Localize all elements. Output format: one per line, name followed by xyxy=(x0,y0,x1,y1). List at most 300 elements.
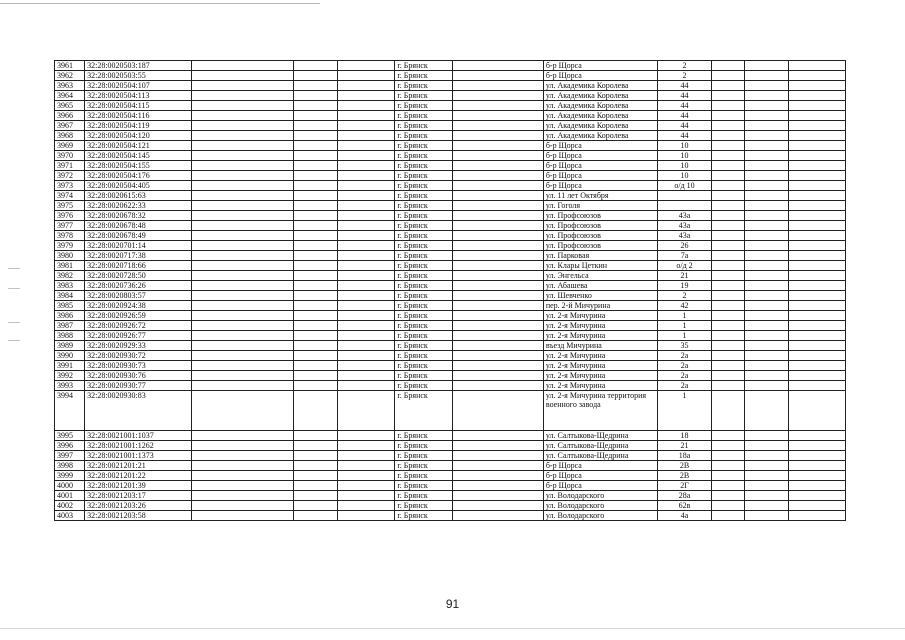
empty-cell xyxy=(192,461,294,471)
cadastral-number-cell: 32:28:0020504:176 xyxy=(85,171,192,181)
city-cell: г. Брянск xyxy=(395,121,452,131)
empty-cell xyxy=(338,341,395,351)
empty-cell xyxy=(293,211,338,221)
empty-cell xyxy=(192,471,294,481)
cadastral-number-cell: 32:28:0021201:39 xyxy=(85,481,192,491)
house-number-cell: 62в xyxy=(658,501,712,511)
house-number-cell: 44 xyxy=(658,101,712,111)
empty-cell xyxy=(452,291,543,301)
empty-cell xyxy=(293,241,338,251)
city-cell: г. Брянск xyxy=(395,481,452,491)
row-number-cell: 4002 xyxy=(55,501,85,511)
city-cell: г. Брянск xyxy=(395,291,452,301)
city-cell: г. Брянск xyxy=(395,231,452,241)
empty-cell xyxy=(745,381,789,391)
table-row xyxy=(55,261,846,271)
empty-cell xyxy=(192,501,294,511)
empty-cell xyxy=(745,331,789,341)
empty-cell xyxy=(192,151,294,161)
empty-cell xyxy=(745,391,789,431)
empty-cell xyxy=(293,301,338,311)
scan-margin-mark xyxy=(8,340,20,341)
street-cell: б-р Щорса xyxy=(543,161,657,171)
table-row xyxy=(55,491,846,501)
empty-cell xyxy=(452,141,543,151)
empty-cell xyxy=(192,241,294,251)
empty-cell xyxy=(452,241,543,251)
empty-cell xyxy=(711,361,744,371)
empty-cell xyxy=(192,281,294,291)
empty-cell xyxy=(452,191,543,201)
house-number-cell: 2В xyxy=(658,471,712,481)
city-cell: г. Брянск xyxy=(395,141,452,151)
empty-cell xyxy=(745,231,789,241)
table-row xyxy=(55,151,846,161)
empty-cell xyxy=(452,211,543,221)
cadastral-number-cell: 32:28:0020622:33 xyxy=(85,201,192,211)
row-number-cell: 3988 xyxy=(55,331,85,341)
cadastral-number-cell: 32:28:0020803:57 xyxy=(85,291,192,301)
house-number-cell: 1 xyxy=(658,331,712,341)
house-number-cell: 2Г xyxy=(658,481,712,491)
city-cell: г. Брянск xyxy=(395,281,452,291)
empty-cell xyxy=(745,81,789,91)
empty-cell xyxy=(293,331,338,341)
empty-cell xyxy=(452,431,543,441)
table-row xyxy=(55,471,846,481)
empty-cell xyxy=(192,481,294,491)
cadastral-number-cell: 32:28:0020717:38 xyxy=(85,251,192,261)
house-number-cell: 1 xyxy=(658,391,712,431)
empty-cell xyxy=(711,71,744,81)
empty-cell xyxy=(192,451,294,461)
empty-cell xyxy=(338,61,395,71)
empty-cell xyxy=(788,111,845,121)
row-number-cell: 3972 xyxy=(55,171,85,181)
cadastral-number-cell: 32:28:0020504:121 xyxy=(85,141,192,151)
empty-cell xyxy=(192,231,294,241)
cadastral-number-cell: 32:28:0020504:116 xyxy=(85,111,192,121)
row-number-cell: 3961 xyxy=(55,61,85,71)
empty-cell xyxy=(788,331,845,341)
street-cell: б-р Щорса xyxy=(543,61,657,71)
empty-cell xyxy=(745,181,789,191)
empty-cell xyxy=(452,261,543,271)
table-row xyxy=(55,241,846,251)
house-number-cell xyxy=(658,201,712,211)
empty-cell xyxy=(745,341,789,351)
empty-cell xyxy=(788,391,845,431)
house-number-cell: 43а xyxy=(658,221,712,231)
street-cell: ул. Салтыкова-Щедрина xyxy=(543,431,657,441)
empty-cell xyxy=(788,171,845,181)
street-cell: ул. 2-я Мичурина xyxy=(543,371,657,381)
city-cell: г. Брянск xyxy=(395,201,452,211)
empty-cell xyxy=(788,381,845,391)
empty-cell xyxy=(745,291,789,301)
empty-cell xyxy=(338,471,395,481)
cadastral-number-cell: 32:28:0020701:14 xyxy=(85,241,192,251)
empty-cell xyxy=(711,371,744,381)
row-number-cell: 3981 xyxy=(55,261,85,271)
cadastral-number-cell: 32:28:0020504:155 xyxy=(85,161,192,171)
empty-cell xyxy=(788,211,845,221)
street-cell: ул. Академика Королева xyxy=(543,91,657,101)
house-number-cell: 28а xyxy=(658,491,712,501)
house-number-cell: 43а xyxy=(658,211,712,221)
table-row xyxy=(55,431,846,441)
empty-cell xyxy=(745,91,789,101)
empty-cell xyxy=(338,281,395,291)
empty-cell xyxy=(788,431,845,441)
empty-cell xyxy=(293,441,338,451)
empty-cell xyxy=(293,101,338,111)
city-cell: г. Брянск xyxy=(395,331,452,341)
empty-cell xyxy=(293,231,338,241)
row-number-cell: 3998 xyxy=(55,461,85,471)
empty-cell xyxy=(788,151,845,161)
row-number-cell: 3971 xyxy=(55,161,85,171)
empty-cell xyxy=(788,71,845,81)
empty-cell xyxy=(338,301,395,311)
empty-cell xyxy=(338,101,395,111)
empty-cell xyxy=(452,131,543,141)
street-cell: б-р Щорса xyxy=(543,481,657,491)
empty-cell xyxy=(745,461,789,471)
empty-cell xyxy=(338,381,395,391)
empty-cell xyxy=(745,61,789,71)
city-cell: г. Брянск xyxy=(395,501,452,511)
empty-cell xyxy=(788,221,845,231)
empty-cell xyxy=(745,261,789,271)
empty-cell xyxy=(293,81,338,91)
empty-cell xyxy=(293,181,338,191)
street-cell: б-р Щорса xyxy=(543,171,657,181)
empty-cell xyxy=(452,221,543,231)
table-row xyxy=(55,441,846,451)
empty-cell xyxy=(711,331,744,341)
empty-cell xyxy=(293,391,338,431)
empty-cell xyxy=(452,151,543,161)
cadastral-number-cell: 32:28:0020718:66 xyxy=(85,261,192,271)
city-cell: г. Брянск xyxy=(395,171,452,181)
empty-cell xyxy=(711,211,744,221)
cadastral-number-cell: 32:28:0020926:77 xyxy=(85,331,192,341)
row-number-cell: 3991 xyxy=(55,361,85,371)
scan-margin-mark xyxy=(8,288,20,289)
empty-cell xyxy=(293,291,338,301)
cadastral-number-cell: 32:28:0020924:38 xyxy=(85,301,192,311)
empty-cell xyxy=(788,251,845,261)
house-number-cell: 2а xyxy=(658,351,712,361)
cadastral-number-cell: 32:28:0020504:119 xyxy=(85,121,192,131)
table-row xyxy=(55,81,846,91)
empty-cell xyxy=(711,81,744,91)
house-number-cell: 18 xyxy=(658,431,712,441)
empty-cell xyxy=(338,181,395,191)
empty-cell xyxy=(338,451,395,461)
cadastral-number-cell: 32:28:0020678:32 xyxy=(85,211,192,221)
empty-cell xyxy=(192,211,294,221)
city-cell: г. Брянск xyxy=(395,251,452,261)
empty-cell xyxy=(745,271,789,281)
empty-cell xyxy=(338,251,395,261)
empty-cell xyxy=(745,251,789,261)
empty-cell xyxy=(338,71,395,81)
cadastral-number-cell: 32:28:0020678:48 xyxy=(85,221,192,231)
empty-cell xyxy=(745,111,789,121)
empty-cell xyxy=(338,191,395,201)
empty-cell xyxy=(192,201,294,211)
house-number-cell xyxy=(658,191,712,201)
empty-cell xyxy=(452,81,543,91)
table-row xyxy=(55,171,846,181)
empty-cell xyxy=(745,481,789,491)
city-cell: г. Брянск xyxy=(395,191,452,201)
street-cell: ул. Академика Королева xyxy=(543,121,657,131)
empty-cell xyxy=(788,81,845,91)
house-number-cell: 43а xyxy=(658,231,712,241)
cadastral-number-cell: 32:28:0021203:17 xyxy=(85,491,192,501)
empty-cell xyxy=(745,451,789,461)
house-number-cell: 44 xyxy=(658,121,712,131)
empty-cell xyxy=(711,341,744,351)
cadastral-number-cell: 32:28:0020504:107 xyxy=(85,81,192,91)
house-number-cell: 10 xyxy=(658,161,712,171)
empty-cell xyxy=(293,381,338,391)
empty-cell xyxy=(338,351,395,361)
table-row xyxy=(55,371,846,381)
row-number-cell: 3989 xyxy=(55,341,85,351)
empty-cell xyxy=(293,341,338,351)
empty-cell xyxy=(192,431,294,441)
table-row xyxy=(55,451,846,461)
city-cell: г. Брянск xyxy=(395,511,452,521)
empty-cell xyxy=(192,221,294,231)
cadastral-number-cell: 32:28:0020930:76 xyxy=(85,371,192,381)
row-number-cell: 3999 xyxy=(55,471,85,481)
empty-cell xyxy=(293,191,338,201)
empty-cell xyxy=(293,471,338,481)
cadastral-number-cell: 32:28:0021001:1373 xyxy=(85,451,192,461)
city-cell: г. Брянск xyxy=(395,341,452,351)
row-number-cell: 3985 xyxy=(55,301,85,311)
cadastral-number-cell: 32:28:0020930:72 xyxy=(85,351,192,361)
empty-cell xyxy=(788,461,845,471)
street-cell: ул. Володарского xyxy=(543,501,657,511)
empty-cell xyxy=(745,211,789,221)
empty-cell xyxy=(452,281,543,291)
empty-cell xyxy=(452,171,543,181)
empty-cell xyxy=(745,281,789,291)
empty-cell xyxy=(338,321,395,331)
empty-cell xyxy=(788,191,845,201)
empty-cell xyxy=(293,461,338,471)
empty-cell xyxy=(711,381,744,391)
street-cell: б-р Щорса xyxy=(543,71,657,81)
cadastral-number-cell: 32:28:0020930:73 xyxy=(85,361,192,371)
empty-cell xyxy=(711,481,744,491)
empty-cell xyxy=(745,511,789,521)
empty-cell xyxy=(338,231,395,241)
empty-cell xyxy=(711,181,744,191)
empty-cell xyxy=(338,461,395,471)
empty-cell xyxy=(338,221,395,231)
empty-cell xyxy=(711,201,744,211)
city-cell: г. Брянск xyxy=(395,471,452,481)
empty-cell xyxy=(452,231,543,241)
city-cell: г. Брянск xyxy=(395,81,452,91)
cadastral-number-cell: 32:28:0020736:26 xyxy=(85,281,192,291)
city-cell: г. Брянск xyxy=(395,451,452,461)
table-row xyxy=(55,101,846,111)
row-number-cell: 4000 xyxy=(55,481,85,491)
row-number-cell: 3975 xyxy=(55,201,85,211)
city-cell: г. Брянск xyxy=(395,461,452,471)
empty-cell xyxy=(293,361,338,371)
empty-cell xyxy=(788,61,845,71)
row-number-cell: 3996 xyxy=(55,441,85,451)
empty-cell xyxy=(338,261,395,271)
empty-cell xyxy=(293,271,338,281)
empty-cell xyxy=(192,171,294,181)
row-number-cell: 3982 xyxy=(55,271,85,281)
empty-cell xyxy=(711,101,744,111)
empty-cell xyxy=(788,271,845,281)
street-cell: ул. Салтыкова-Щедрина xyxy=(543,441,657,451)
empty-cell xyxy=(452,251,543,261)
empty-cell xyxy=(711,301,744,311)
empty-cell xyxy=(788,321,845,331)
street-cell: ул. Володарского xyxy=(543,491,657,501)
house-number-cell: 44 xyxy=(658,81,712,91)
city-cell: г. Брянск xyxy=(395,391,452,431)
cadastral-number-cell: 32:28:0020678:49 xyxy=(85,231,192,241)
empty-cell xyxy=(338,311,395,321)
row-number-cell: 3977 xyxy=(55,221,85,231)
empty-cell xyxy=(452,501,543,511)
empty-cell xyxy=(745,301,789,311)
cadastral-number-cell: 32:28:0020504:120 xyxy=(85,131,192,141)
empty-cell xyxy=(293,371,338,381)
row-number-cell: 3978 xyxy=(55,231,85,241)
street-cell: ул. 2-я Мичурина xyxy=(543,351,657,361)
registry-body xyxy=(55,61,846,521)
cadastral-number-cell: 32:28:0020926:72 xyxy=(85,321,192,331)
empty-cell xyxy=(745,171,789,181)
house-number-cell: 10 xyxy=(658,171,712,181)
empty-cell xyxy=(293,321,338,331)
page-number: 91 xyxy=(445,597,460,611)
empty-cell xyxy=(338,121,395,131)
house-number-cell: 4а xyxy=(658,511,712,521)
empty-cell xyxy=(192,181,294,191)
street-cell: ул. Абашева xyxy=(543,281,657,291)
empty-cell xyxy=(338,331,395,341)
empty-cell xyxy=(192,331,294,341)
empty-cell xyxy=(711,391,744,431)
empty-cell xyxy=(452,91,543,101)
table-row xyxy=(55,341,846,351)
empty-cell xyxy=(711,261,744,271)
empty-cell xyxy=(338,241,395,251)
city-cell: г. Брянск xyxy=(395,111,452,121)
city-cell: г. Брянск xyxy=(395,431,452,441)
empty-cell xyxy=(452,181,543,191)
cadastral-number-cell: 32:28:0020929:33 xyxy=(85,341,192,351)
house-number-cell: 21 xyxy=(658,441,712,451)
cadastral-number-cell: 32:28:0020504:113 xyxy=(85,91,192,101)
empty-cell xyxy=(338,111,395,121)
street-cell: ул. Клары Цеткин xyxy=(543,261,657,271)
table-row xyxy=(55,391,846,431)
city-cell: г. Брянск xyxy=(395,61,452,71)
city-cell: г. Брянск xyxy=(395,361,452,371)
row-number-cell: 3986 xyxy=(55,311,85,321)
house-number-cell: 35 xyxy=(658,341,712,351)
house-number-cell: о/д 10 xyxy=(658,181,712,191)
empty-cell xyxy=(338,511,395,521)
table-row xyxy=(55,321,846,331)
city-cell: г. Брянск xyxy=(395,271,452,281)
empty-cell xyxy=(293,351,338,361)
city-cell: г. Брянск xyxy=(395,211,452,221)
empty-cell xyxy=(788,311,845,321)
empty-cell xyxy=(745,241,789,251)
cadastral-number-cell: 32:28:0020503:55 xyxy=(85,71,192,81)
empty-cell xyxy=(788,161,845,171)
row-number-cell: 3965 xyxy=(55,101,85,111)
house-number-cell: 7а xyxy=(658,251,712,261)
empty-cell xyxy=(711,491,744,501)
empty-cell xyxy=(338,81,395,91)
row-number-cell: 3983 xyxy=(55,281,85,291)
city-cell: г. Брянск xyxy=(395,321,452,331)
empty-cell xyxy=(338,171,395,181)
table-row xyxy=(55,461,846,471)
cadastral-number-cell: 32:28:0020728:50 xyxy=(85,271,192,281)
empty-cell xyxy=(452,111,543,121)
empty-cell xyxy=(338,161,395,171)
city-cell: г. Брянск xyxy=(395,351,452,361)
empty-cell xyxy=(745,201,789,211)
empty-cell xyxy=(452,301,543,311)
table-row xyxy=(55,161,846,171)
cadastral-number-cell: 32:28:0020615:63 xyxy=(85,191,192,201)
row-number-cell: 3970 xyxy=(55,151,85,161)
house-number-cell: 1 xyxy=(658,321,712,331)
empty-cell xyxy=(788,91,845,101)
empty-cell xyxy=(293,251,338,261)
empty-cell xyxy=(711,441,744,451)
empty-cell xyxy=(452,311,543,321)
empty-cell xyxy=(293,171,338,181)
empty-cell xyxy=(338,481,395,491)
table-row xyxy=(55,301,846,311)
empty-cell xyxy=(452,461,543,471)
empty-cell xyxy=(452,361,543,371)
row-number-cell: 3962 xyxy=(55,71,85,81)
empty-cell xyxy=(338,291,395,301)
scan-border-top xyxy=(0,3,320,4)
empty-cell xyxy=(745,221,789,231)
empty-cell xyxy=(293,261,338,271)
table-row xyxy=(55,251,846,261)
table-row xyxy=(55,201,846,211)
street-cell: б-р Щорса xyxy=(543,141,657,151)
city-cell: г. Брянск xyxy=(395,181,452,191)
empty-cell xyxy=(745,71,789,81)
